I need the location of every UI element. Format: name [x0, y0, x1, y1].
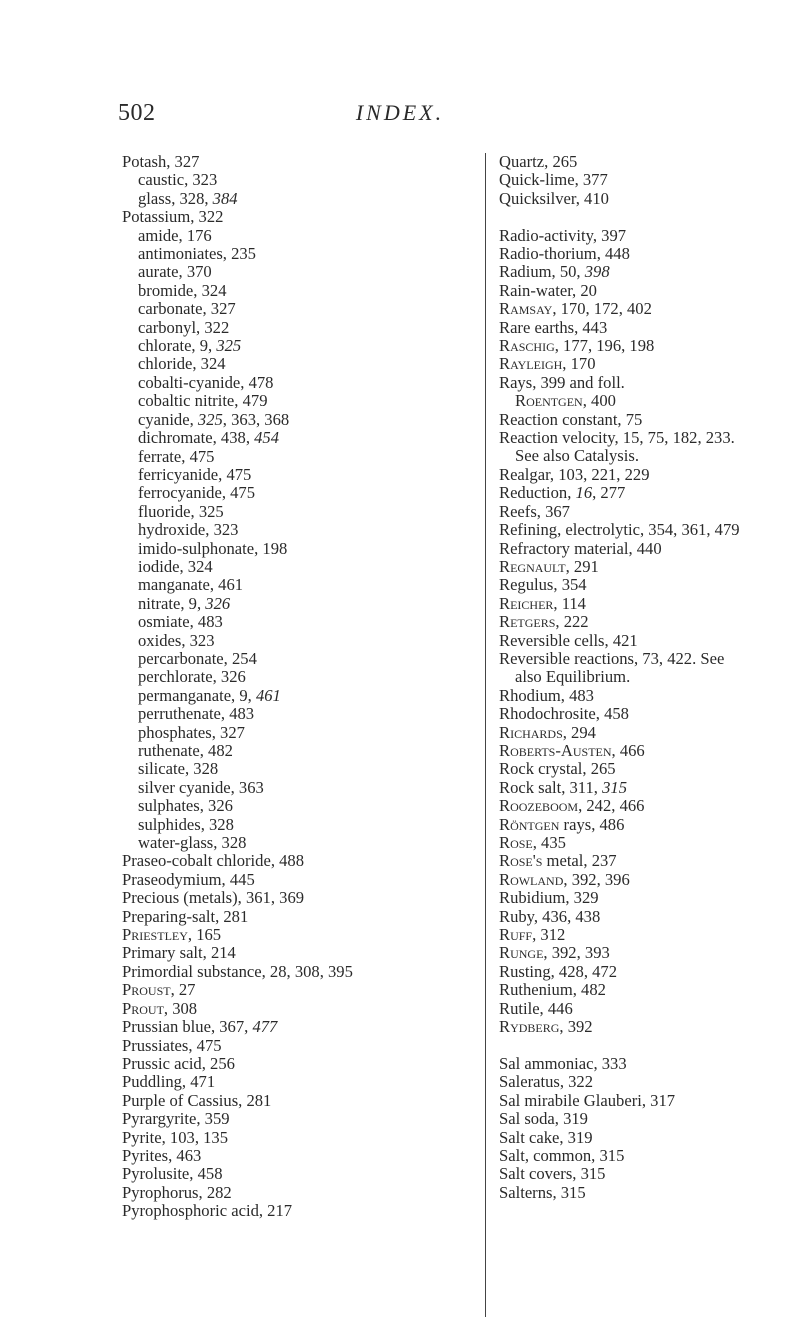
index-subentry: sulphides, 328 — [138, 814, 234, 834]
entry-name: Prout — [122, 998, 164, 1018]
index-entry: Rhodochrosite, 458 — [499, 704, 629, 724]
index-subentry — [122, 411, 477, 429]
index-subentry — [122, 337, 477, 355]
entry-name: Richards — [499, 722, 563, 742]
entry-name: Ruff — [499, 925, 533, 945]
entry-name: Runge — [499, 943, 544, 963]
index-entry — [499, 926, 800, 944]
entry-text: , 392, 396 — [563, 869, 630, 889]
index-entry: Rain-water, 20 — [499, 280, 597, 300]
index-entry: Salt covers, 315 — [499, 1164, 606, 1184]
entry-name: Roentgen — [515, 391, 583, 411]
entry-text: , 114 — [553, 593, 586, 613]
entry-name: Ramsay — [499, 299, 553, 319]
index-subentry: ruthenate, 482 — [138, 741, 233, 760]
index-subentry: iodide, 324 — [138, 556, 213, 576]
index-entry — [499, 779, 800, 797]
index-entry — [122, 981, 477, 999]
principal-page-ref: 326 — [205, 593, 231, 613]
index-entry: Salt, common, 315 — [499, 1145, 625, 1165]
index-entry: Pyrargyrite, 359 — [122, 1109, 230, 1129]
index-subentry: perruthenate, 483 — [138, 704, 255, 724]
index-entry: Quicksilver, 410 — [499, 188, 609, 208]
index-entry: Pyrophorus, 282 — [122, 1182, 232, 1202]
index-subentry — [122, 595, 477, 613]
index-entry: Preparing-salt, 281 — [122, 906, 249, 926]
index-subentry — [122, 190, 477, 208]
index-entry — [499, 834, 800, 852]
entry-text: , 170 — [562, 354, 596, 374]
index-subentry: silicate, 328 — [138, 759, 219, 779]
index-entry: Refining, electrolytic, 354, 361, 479 — [499, 520, 740, 540]
index-entry: Rays, 399 and foll. — [499, 372, 625, 392]
index-entry — [499, 558, 800, 576]
entry-text: rays, 486 — [559, 814, 625, 834]
entry-text: , 363, 368 — [222, 409, 290, 429]
index-subentry: bromide, 324 — [138, 280, 227, 300]
index-entry: Radio-thorium, 448 — [499, 244, 630, 264]
index-subentry: caustic, 323 — [138, 170, 218, 190]
index-subentry: ferrate, 475 — [138, 446, 215, 466]
index-subentry: phosphates, 327 — [138, 722, 245, 742]
entry-text: Reduction, — [499, 483, 576, 503]
index-entry: Quick-lime, 377 — [499, 170, 608, 190]
entry-text: , 435 — [532, 833, 566, 853]
entry-name: Roberts-Austen — [499, 740, 612, 760]
index-entry: Rare earths, 443 — [499, 317, 608, 337]
index-entry: Quartz, 265 — [499, 152, 578, 171]
entry-name: Raschig — [499, 336, 555, 356]
entry-text: , 466 — [611, 740, 645, 760]
index-subentry: manganate, 461 — [138, 575, 244, 595]
index-entry: Praseo-cobalt chloride, 488 — [122, 851, 305, 871]
page-number: 502 — [118, 100, 156, 126]
index-column-left — [122, 153, 477, 1221]
index-entry — [499, 742, 800, 760]
index-entry: Praseodymium, 445 — [122, 869, 255, 889]
index-subentry: water-glass, 328 — [138, 833, 247, 853]
index-entry — [499, 484, 800, 502]
index-entry — [499, 797, 800, 815]
index-subentry — [499, 392, 800, 410]
index-entry: Primary salt, 214 — [122, 943, 236, 963]
index-entry — [499, 852, 800, 870]
index-entry: Pyrite, 103, 135 — [122, 1127, 229, 1147]
entry-text: , 27 — [170, 980, 196, 1000]
page-header — [0, 100, 800, 134]
principal-page-ref: 384 — [212, 188, 238, 208]
index-entry — [499, 724, 800, 742]
principal-page-ref: 16 — [575, 483, 593, 503]
index-subentry: imido-sulphonate, 198 — [138, 538, 288, 558]
index-entry: Potassium, 322 — [122, 207, 224, 227]
index-entry: Ruby, 436, 438 — [499, 906, 601, 926]
entry-text: Prussian blue, 367, — [122, 1017, 253, 1037]
index-column-right — [487, 153, 800, 1202]
index-entry: Pyrites, 463 — [122, 1145, 202, 1165]
entry-text: , 242, 466 — [578, 796, 645, 816]
entry-text: , 392, 393 — [543, 943, 610, 963]
index-entry: Rusting, 428, 472 — [499, 961, 618, 981]
index-entry: Salt cake, 319 — [499, 1127, 593, 1147]
index-subentry — [122, 687, 477, 705]
index-entry: Saleratus, 322 — [499, 1072, 594, 1092]
entry-text: chlorate, 9, — [138, 336, 217, 356]
running-head: INDEX. — [355, 100, 445, 125]
index-subentry — [122, 429, 477, 447]
principal-page-ref: 325 — [216, 336, 242, 356]
index-entry: Refractory material, 440 — [499, 538, 662, 558]
index-entry: Reefs, 367 — [499, 501, 570, 521]
index-entry: Potash, 327 — [122, 152, 200, 171]
index-subentry: cobaltic nitrite, 479 — [138, 391, 268, 411]
index-entry: Regulus, 354 — [499, 575, 587, 595]
index-entry — [499, 613, 800, 631]
index-subentry: oxides, 323 — [138, 630, 215, 650]
index-entry — [499, 300, 800, 318]
index-entry: Ruthenium, 482 — [499, 980, 606, 1000]
index-subentry: perchlorate, 326 — [138, 667, 246, 687]
index-entry: Prussic acid, 256 — [122, 1053, 235, 1073]
principal-page-ref: 398 — [584, 262, 610, 282]
entry-text: , 308 — [163, 998, 198, 1018]
index-subentry: cobalti-cyanide, 478 — [138, 372, 274, 392]
index-subentry: percarbonate, 254 — [138, 648, 257, 668]
entry-text: Rock salt, 311, — [499, 777, 603, 797]
index-entry — [499, 816, 800, 834]
entry-text: , 165 — [187, 925, 222, 945]
index-entry: Rock crystal, 265 — [499, 759, 616, 779]
index-subentry: See also Catalysis. — [515, 446, 639, 466]
entry-text: , 312 — [532, 925, 566, 945]
index-entry: Reaction constant, 75 — [499, 409, 643, 429]
index-subentry: antimoniates, 235 — [138, 244, 256, 264]
index-entry — [122, 1000, 477, 1018]
principal-page-ref: 325 — [197, 409, 223, 429]
entry-text: , 277 — [592, 483, 626, 503]
index-entry: Precious (metals), 361, 369 — [122, 888, 305, 908]
index-subentry: amide, 176 — [138, 225, 212, 245]
entry-text: , 170, 172, 402 — [552, 299, 652, 319]
principal-page-ref: 454 — [254, 428, 280, 448]
entry-name: Roozeboom — [499, 796, 579, 816]
entry-text: glass, 328, — [138, 188, 213, 208]
index-entry: Rutile, 446 — [499, 998, 573, 1018]
entry-name: Rose — [499, 833, 533, 853]
entry-name: Rayleigh — [499, 354, 563, 374]
entry-text: Radium, 50, — [499, 262, 585, 282]
index-subentry: ferricyanide, 475 — [138, 464, 252, 484]
index-entry — [499, 1018, 800, 1036]
index-entry: Puddling, 471 — [122, 1072, 216, 1092]
index-subentry: chloride, 324 — [138, 354, 226, 374]
index-subentry: carbonate, 327 — [138, 299, 236, 319]
entry-text: , 294 — [562, 722, 596, 742]
entry-text: , 392 — [559, 1017, 593, 1037]
entry-text: nitrate, 9, — [138, 593, 206, 613]
index-entry: Reversible cells, 421 — [499, 630, 638, 650]
entry-name: Priestley — [122, 925, 188, 945]
index-subentry: aurate, 370 — [138, 262, 212, 282]
principal-page-ref: 315 — [602, 777, 627, 797]
principal-page-ref: 461 — [255, 685, 281, 705]
index-entry: Pyrophosphoric acid, 217 — [122, 1201, 293, 1221]
index-entry: Primordial substance, 28, 308, 395 — [122, 961, 353, 981]
entry-text: cyanide, — [138, 409, 198, 429]
index-entry: Rhodium, 483 — [499, 685, 594, 705]
entry-name: Rowland — [499, 869, 564, 889]
index-subentry: also Equilibrium. — [515, 667, 631, 687]
entry-text: dichromate, 438, — [138, 428, 255, 448]
index-entry: Prussiates, 475 — [122, 1035, 222, 1055]
entry-text: permanganate, 9, — [138, 685, 256, 705]
index-subentry: hydroxide, 323 — [138, 520, 239, 540]
entry-name: Rose's — [499, 851, 543, 871]
entry-text: , 291 — [565, 556, 599, 576]
index-entry — [499, 355, 800, 373]
index-entry — [499, 871, 800, 889]
index-subentry: sulphates, 326 — [138, 796, 233, 816]
index-entry — [122, 1018, 477, 1036]
index-entry: Rubidium, 329 — [499, 888, 599, 908]
entry-name: Retgers — [499, 612, 556, 632]
entry-name: Reicher — [499, 593, 554, 613]
index-entry — [499, 595, 800, 613]
index-entry: Reaction velocity, 15, 75, 182, 233. — [499, 428, 735, 448]
index-subentry: osmiate, 483 — [138, 612, 223, 632]
index-entry: Sal mirabile Glauberi, 317 — [499, 1090, 676, 1110]
entry-name: Proust — [122, 980, 171, 1000]
principal-page-ref: 477 — [252, 1017, 278, 1037]
entry-text: metal, 237 — [542, 851, 617, 871]
entry-name: Regnault — [499, 556, 566, 576]
index-entry: Sal soda, 319 — [499, 1109, 588, 1129]
index-entry — [499, 337, 800, 355]
index-entry — [122, 926, 477, 944]
index-subentry: fluoride, 325 — [138, 501, 224, 521]
index-entry: Reversible reactions, 73, 422. See — [499, 648, 725, 668]
index-entry: Sal ammoniac, 333 — [499, 1053, 627, 1073]
entry-text: , 222 — [555, 612, 589, 632]
entry-text: , 400 — [582, 391, 616, 411]
index-entry: Radio-activity, 397 — [499, 225, 627, 245]
entry-name: Rydberg — [499, 1017, 560, 1037]
index-entry: Purple of Cassius, 281 — [122, 1090, 272, 1110]
index-entry — [499, 944, 800, 962]
index-subentry: carbonyl, 322 — [138, 317, 230, 337]
column-divider — [485, 153, 486, 1317]
index-entry: Salterns, 315 — [499, 1182, 586, 1202]
index-entry: Pyrolusite, 458 — [122, 1164, 223, 1184]
index-subentry: silver cyanide, 363 — [138, 777, 264, 797]
index-entry — [499, 263, 800, 281]
entry-name: Röntgen — [499, 814, 560, 834]
entry-text: , 177, 196, 198 — [554, 336, 655, 356]
index-subentry: ferrocyanide, 475 — [138, 483, 256, 503]
index-entry: Realgar, 103, 221, 229 — [499, 464, 650, 484]
